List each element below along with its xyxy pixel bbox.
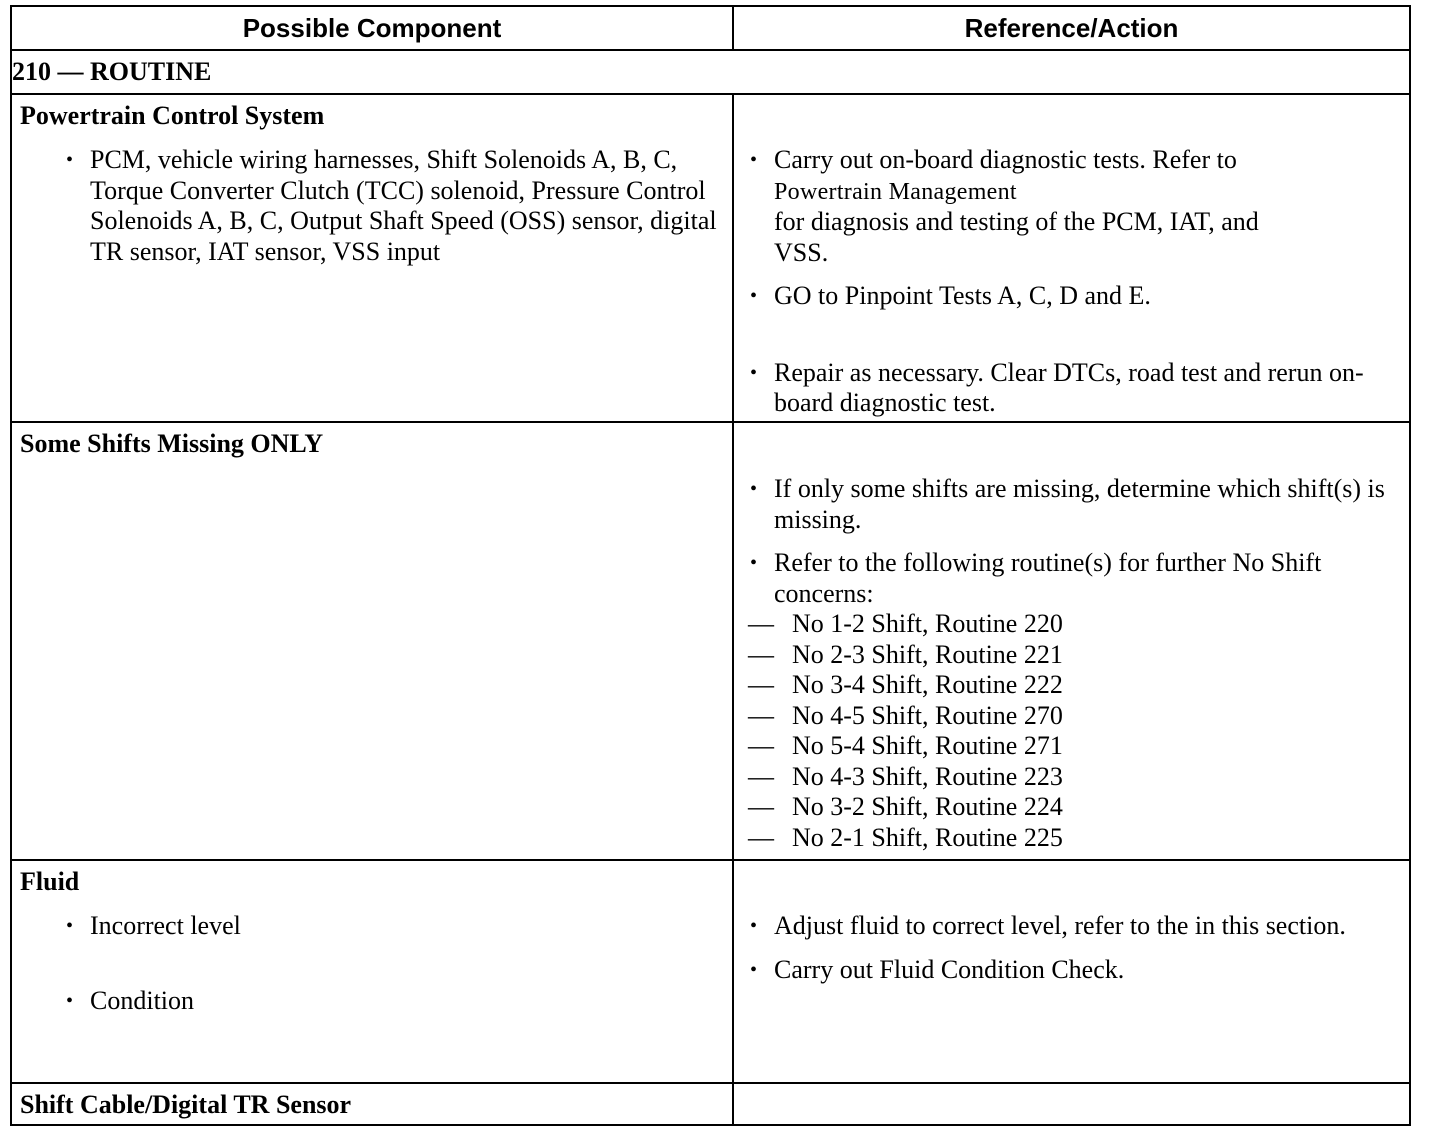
section-title-powertrain: Powertrain Control System <box>20 101 325 130</box>
routine-link-222[interactable]: — No 3-4 Shift, Routine 222 <box>748 670 1063 699</box>
action-cell <box>733 1083 1410 1125</box>
routine-row <box>11 50 1410 94</box>
action-cell <box>733 94 1410 422</box>
list-item: • Refer to the following routine(s) for further No Shift concerns: <box>734 548 1409 609</box>
action-cell <box>733 422 1410 860</box>
list-item: • GO to Pinpoint Tests A, C, D and E. <box>734 281 1409 312</box>
routine-list <box>734 609 1409 853</box>
routine-link-221[interactable]: — No 2-3 Shift, Routine 221 <box>748 639 1063 669</box>
list-item: • Condition <box>12 986 732 1017</box>
routine-title: 210 — ROUTINE <box>11 50 1410 94</box>
routine-link-224[interactable]: — No 3-2 Shift, Routine 224 <box>748 792 1063 821</box>
section-title-shifts-missing: Some Shifts Missing ONLY <box>20 429 324 458</box>
list-item: • PCM, vehicle wiring harnesses, Shift Solenoids A, B, C, Torque Converter Clutch (TCC) solenoid, Pressure Control Solenoids A, B, C, Output Shaft Speed (OSS) sensor, digital TR sensor, IAT sensor, VSS input <box>12 145 732 267</box>
component-cell <box>11 860 733 1083</box>
component-list <box>12 145 732 267</box>
table-header-row <box>11 6 1410 50</box>
section-title-shift-cable: Shift Cable/Digital TR Sensor <box>20 1090 352 1119</box>
section-title-fluid: Fluid <box>20 867 80 896</box>
powertrain-management-link[interactable]: Powertrain Management <box>774 178 1017 205</box>
diagnostic-table-page <box>10 5 1409 1135</box>
action-list <box>734 145 1409 419</box>
routine-link-270[interactable]: — No 4-5 Shift, Routine 270 <box>748 700 1063 730</box>
header-possible-component: Possible Component <box>11 6 733 50</box>
header-reference-action: Reference/Action <box>733 6 1410 50</box>
action-list <box>734 474 1409 853</box>
action-text: Carry out on-board diagnostic tests. Refer to <box>774 145 1237 174</box>
diagnostic-table <box>10 5 1411 1126</box>
table-row <box>11 1083 1410 1125</box>
list-item: • Adjust fluid to correct level, refer to the in this section. <box>734 911 1409 942</box>
routine-link-220[interactable]: — No 1-2 Shift, Routine 220 <box>748 609 1063 638</box>
action-cell <box>733 860 1410 1083</box>
table-row <box>11 94 1410 422</box>
component-cell <box>11 94 733 422</box>
list-item: • Incorrect level <box>12 911 732 942</box>
routine-link-271[interactable]: — No 5-4 Shift, Routine 271 <box>748 731 1063 760</box>
list-item: • Carry out Fluid Condition Check. <box>734 955 1409 986</box>
action-text: for diagnosis and testing of the PCM, IAT, and VSS. <box>774 207 1259 267</box>
table-row <box>11 860 1410 1083</box>
component-cell <box>11 1083 733 1125</box>
routine-link-223[interactable]: — No 4-3 Shift, Routine 223 <box>748 761 1063 791</box>
list-item <box>734 145 1409 268</box>
component-cell <box>11 422 733 860</box>
list-item: • Repair as necessary. Clear DTCs, road test and rerun on-board diagnostic test. <box>734 358 1409 419</box>
table-row <box>11 422 1410 860</box>
list-item: • If only some shifts are missing, determine which shift(s) is missing. <box>734 474 1409 535</box>
action-list <box>734 911 1409 985</box>
component-list <box>12 911 732 1016</box>
routine-link-225[interactable]: — No 2-1 Shift, Routine 225 <box>748 822 1063 852</box>
